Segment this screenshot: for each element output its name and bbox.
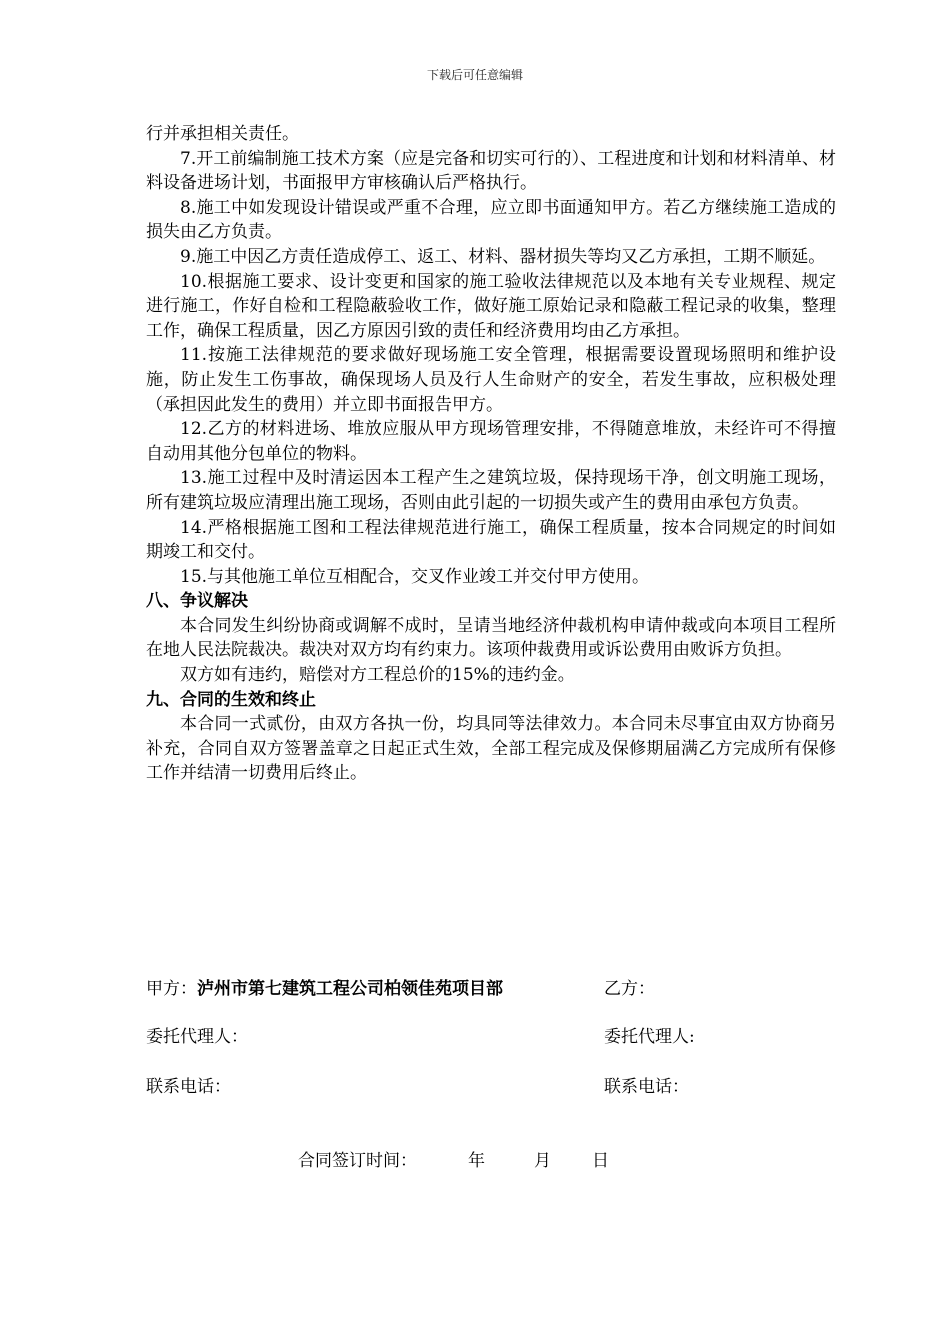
signing-date-line — [298, 1146, 609, 1171]
month-label: 月 — [534, 1151, 551, 1171]
year-label: 年 — [468, 1151, 485, 1171]
paragraph: 双方如有违约，赔偿对方工程总价的15%的违约金。 — [180, 665, 575, 686]
party-a-label: 甲方： — [146, 979, 197, 999]
paragraph: 行并承担相关责任。 — [146, 124, 299, 144]
paragraph: 12.乙方的材料进场、堆放应服从甲方现场管理安排，不得随意堆放，未经许可不得擅自动用其他分包单位的物料。 — [146, 419, 836, 464]
signing-date-label: 合同签订时间： — [298, 1151, 417, 1171]
agent-a-label: 委托代理人： — [146, 1027, 248, 1047]
section-heading: 九、合同的生效和终止 — [146, 689, 316, 710]
paragraph: 10.根据施工要求、设计变更和国家的施工验收法律规范以及本地有关专业规程、规定进行施工，作好自检和工程隐蔽验收工作，做好施工原始记录和隐蔽工程记录的收集，整理工作，确保工程质量，因乙方原因引致的责任和经济费用均由乙方承担。 — [146, 271, 836, 341]
phone-a-label: 联系电话： — [146, 1077, 231, 1097]
phone-b-label: 联系电话： — [604, 1077, 689, 1097]
paragraph: 9.施工中因乙方责任造成停工、返工、材料、器材损失等均又乙方承担，工期不顺延。 — [180, 246, 826, 267]
paragraph: 本合同发生纠纷协商或调解不成时，呈请当地经济仲裁机构申请仲裁或向本项目工程所在地人民法院裁决。裁决对双方均有约束力。该项仲裁费用或诉讼费用由败诉方负担。 — [146, 615, 836, 661]
paragraph: 本合同一式贰份，由双方各执一份，均具同等法律效力。本合同未尽事宜由双方协商另补充，合同自双方签署盖章之日起正式生效，全部工程完成及保修期届满乙方完成所有保修工作并结清一切费用后终止。 — [146, 714, 836, 784]
page-header-note: 下载后可任意编辑 — [426, 68, 523, 82]
section-heading: 八、争议解决 — [146, 591, 248, 612]
party-a-name: 泸州市第七建筑工程公司柏领佳苑项目部 — [197, 979, 503, 999]
party-b-label: 乙方： — [604, 979, 655, 999]
paragraph: 8.施工中如发现设计错误或严重不合理，应立即书面通知甲方。若乙方继续施工造成的损失由乙方负责。 — [146, 197, 836, 243]
agent-b-label: 委托代理人: — [604, 1027, 695, 1047]
party-a-line — [146, 974, 503, 999]
paragraph: 15.与其他施工单位互相配合，交叉作业竣工并交付甲方使用。 — [180, 566, 650, 587]
paragraph: 14.严格根据施工图和工程法律规范进行施工，确保工程质量，按本合同规定的时间如期竣工和交付。 — [146, 517, 836, 563]
contract-body — [146, 122, 836, 786]
day-label: 日 — [592, 1151, 609, 1171]
paragraph: 13.施工过程中及时清运因本工程产生之建筑垃圾，保持现场干净，创文明施工现场，所有建筑垃圾应清理出施工现场，否则由此引起的一切损失或产生的费用由承包方负责。 — [146, 468, 836, 513]
paragraph: 11.按施工法律规范的要求做好现场施工安全管理，根据需要设置现场照明和维护设施，防止发生工伤事故，确保现场人员及行人生命财产的安全，若发生事故，应积极处理（承担因此发生的费用）并立即书面报告甲方。 — [146, 345, 836, 415]
paragraph: 7.开工前编制施工技术方案（应是完备和切实可行的）、工程进度和计划和材料清单、材料设备进场计划，书面报甲方审核确认后严格执行。 — [146, 148, 836, 194]
